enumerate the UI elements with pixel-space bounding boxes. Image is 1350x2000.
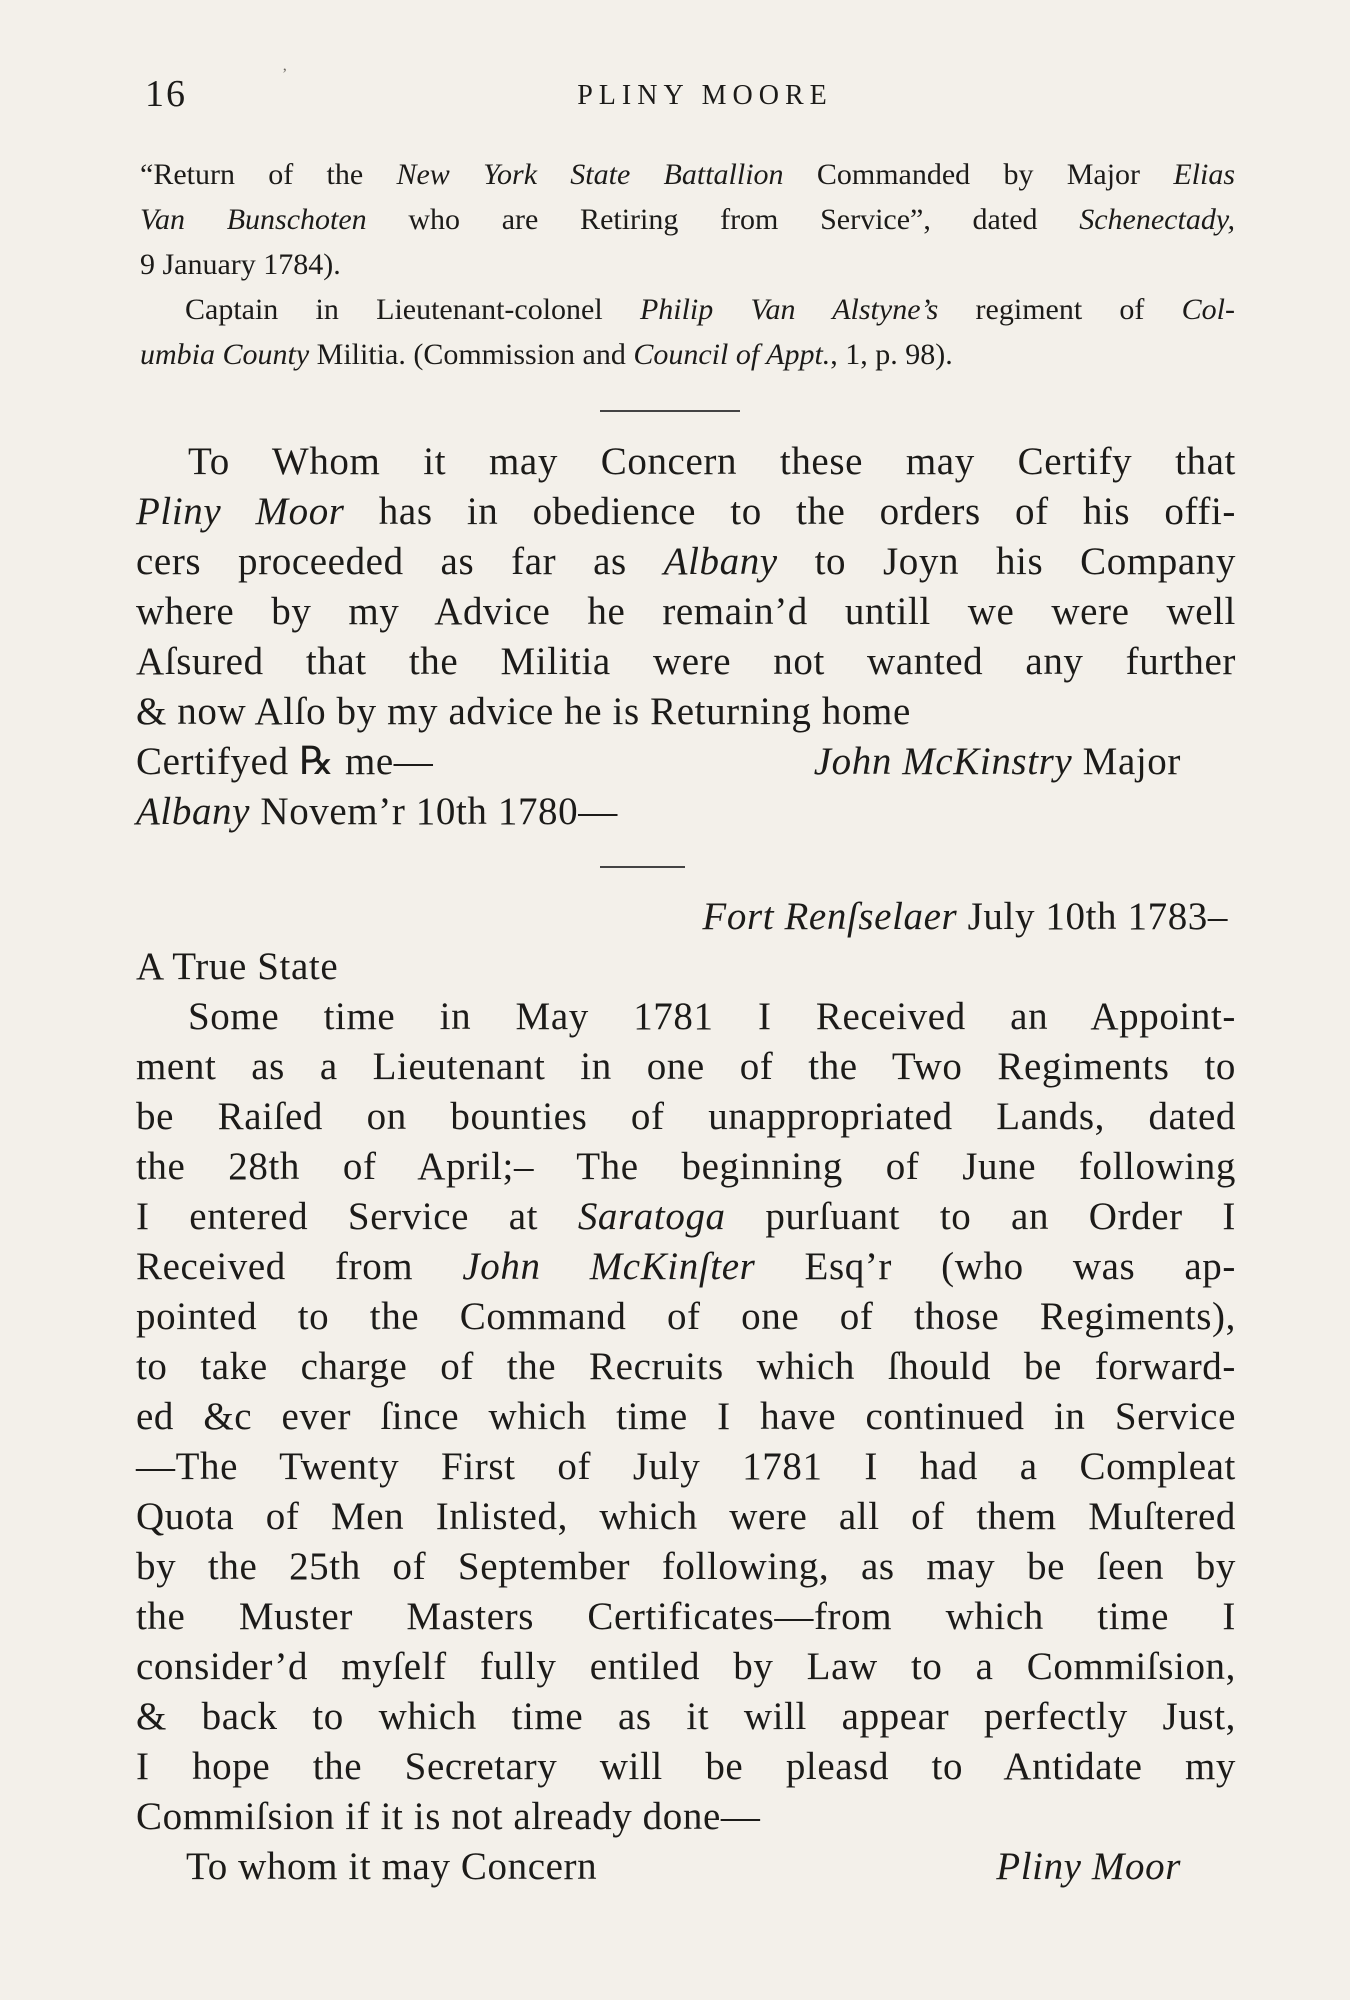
service-note — [140, 152, 1235, 377]
statement-heading: A True State — [136, 945, 339, 988]
print-mark: ’ — [282, 66, 288, 83]
certificate-line: where by my Advice he remain’d untill we were well — [136, 590, 1236, 633]
statement-line: the Muster Masters Certificates—from which time I — [136, 1595, 1236, 1638]
note-line: umbia County Militia. (Commission and Council of Appt., 1, p. 98). — [140, 338, 953, 371]
certificate-line: cers proceeded as far as Albany to Joyn his Company — [136, 540, 1236, 583]
statement-line: Quota of Men Inlisted, which were all of them Muſtered — [136, 1495, 1236, 1538]
note-line: 9 January 1784). — [140, 248, 341, 281]
note-line: Captain in Lieutenant-colonel Philip Van Alstyne’s regiment of Col- — [185, 293, 1235, 326]
dateline: Fort Renſselaer July 10th 1783– — [702, 895, 1228, 938]
signatory-name: John McKinstry — [813, 740, 1073, 783]
certificate-signature-line: Certifyed ℞ me— John McKinstry Major — [136, 740, 1181, 783]
certificate-line: Aſsured that the Militia were not wanted any further — [136, 640, 1236, 683]
statement-line: & back to which time as it will appear perfectly Just, — [136, 1695, 1236, 1738]
statement-line: by the 25th of September following, as may be ſeen by — [136, 1545, 1236, 1588]
statement-line: to take charge of the Recruits which ſhould be forward- — [136, 1345, 1236, 1388]
certificate-line: To Whom it may Concern these may Certify that — [188, 440, 1236, 483]
section-divider — [600, 866, 685, 868]
statement-line: Commiſsion if it is not already done— — [136, 1795, 761, 1838]
statement-line: I entered Service at Saratoga purſuant to an Order I — [136, 1195, 1236, 1238]
certificate-date-line: Albany Novem’r 10th 1780— — [136, 790, 618, 833]
statement-line: Received from John McKinſter Esq’r (who was ap- — [136, 1245, 1236, 1288]
certificate-line: Pliny Moor has in obedience to the orders of his offi- — [136, 490, 1236, 533]
section-divider — [600, 410, 740, 412]
note-line: “Return of the New York State Battallion Commanded by Major Elias — [140, 158, 1235, 191]
statement-line: pointed to the Command of one of those Regiments), — [136, 1295, 1236, 1338]
statement-line: ed &c ever ſince which time I have continued in Service — [136, 1395, 1236, 1438]
statement-line: Some time in May 1781 I Received an Appoint- — [188, 995, 1236, 1038]
certificate-line: & now Alſo by my advice he is Returning home — [136, 690, 911, 733]
author-signature: Pliny Moor — [996, 1845, 1181, 1888]
note-line: Van Bunschoten who are Retiring from Service”, dated Schenectady, — [140, 203, 1235, 236]
statement-line: I hope the Secretary will be pleasd to Antidate my — [136, 1745, 1236, 1788]
running-title: PLINY MOORE — [577, 80, 833, 111]
statement-line: ment as a Lieutenant in one of the Two Regiments to — [136, 1045, 1236, 1088]
closing-line: To whom it may Concern Pliny Moor — [136, 1842, 1236, 1892]
page-number: 16 — [145, 73, 187, 115]
statement-line: consider’d myſelf fully entiled by Law to a Commiſsion, — [136, 1645, 1236, 1688]
statement-line: the 28th of April;– The beginning of June following — [136, 1145, 1236, 1188]
statement-line: be Raiſed on bounties of unappropriated Lands, dated — [136, 1095, 1236, 1138]
statement-text — [136, 892, 1236, 1892]
statement-line: —The Twenty First of July 1781 I had a Compleat — [136, 1445, 1236, 1488]
certificate-text — [136, 437, 1236, 837]
